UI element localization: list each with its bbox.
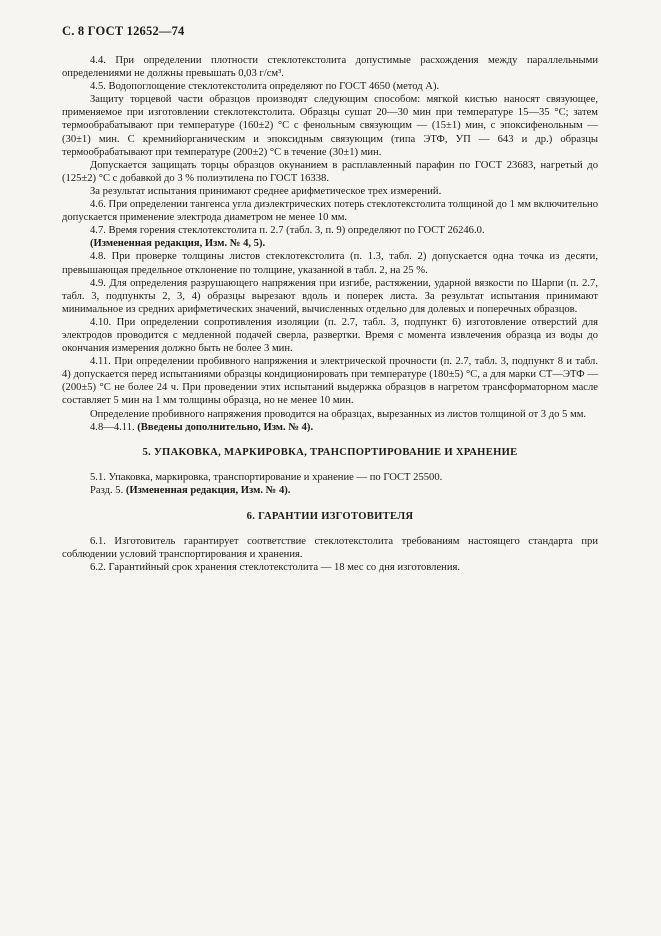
amendment-note-prefix: 4.8—4.11.	[90, 421, 138, 433]
amendment-note-section-5	[62, 484, 598, 497]
amendment-note-text: (Измененная редакция, Изм. № 4).	[125, 484, 291, 496]
paragraph-4-5-result: За результат испытания принимают среднее арифметическое трех измерений.	[90, 185, 442, 197]
paragraph-4-6: 4.6. При определении тангенса угла диэлектрических потерь стеклотекстолита толщиной до 1 мм включительно допускается применение электрода диаметром не менее 10 мм.	[62, 199, 598, 224]
paragraph-6-2: 6.2. Гарантийный срок хранения стеклотекстолита — 18 мес со дня изготовления.	[90, 562, 461, 574]
paragraph-4-10: 4.10. При определении сопротивления изоляции (п. 2.7, табл. 3, подпункт 6) изготовление отверстий для электродов проводится с медленной подачей сверла, развертки. Время с момента извлечения образца из воды до окончания измерения должно быть не более 3 мин.	[62, 316, 598, 355]
page-header: С. 8 ГОСТ 12652—74	[62, 24, 185, 38]
paragraph-4-5: 4.5. Водопоглощение стеклотекстолита определяют по ГОСТ 4650 (метод А).	[90, 81, 440, 93]
amendment-note-4-7: (Измененная редакция, Изм. № 4, 5).	[90, 238, 266, 250]
paragraph-4-4: 4.4. При определении плотности стеклотекстолита допустимые расхождения между параллельными определениями не должны превышать 0,03 г/см³.	[62, 55, 598, 80]
paragraph-4-5-paraffin: Допускается защищать торцы образцов окунанием в расплавленный парафин по ГОСТ 23683, нагретый до (125±2) °С с добавкой до 3 % полиэтилена по ГОСТ 16338.	[62, 159, 598, 184]
paragraph-4-11: 4.11. При определении пробивного напряжения и электрической прочности (п. 2.7, табл. 3, подпункт 8 и табл. 4) допускается перед испытаниями образцы кондиционировать при температуре (180±5) °С, а для марки СТ—ЭТФ — (200±5) °С не более 24 ч. При проведении этих испытаний выдержка образцов в нагретом трансформаторном масле составляет 5 мин на 1 мм толщины образца, но не менее 10 мин.	[62, 356, 598, 407]
paragraph-5-1: 5.1. Упаковка, маркировка, транспортирование и хранение — по ГОСТ 25500.	[90, 471, 443, 483]
document-body	[62, 54, 598, 574]
amendment-note-4-8-4-11	[62, 421, 598, 434]
paragraph-4-11-thickness: Определение пробивного напряжения проводится на образцах, вырезанных из листов толщиной от 3 до 5 мм.	[90, 408, 587, 420]
paragraph-6-1: 6.1. Изготовитель гарантирует соответствие стеклотекстолита требованиям настоящего стандарта при соблюдении условий транспортирования и хранения.	[62, 536, 598, 561]
paragraph-4-7: 4.7. Время горения стеклотекстолита п. 2.7 (табл. 3, п. 9) определяют по ГОСТ 26246.0.	[90, 225, 485, 237]
section-6-title: 6. ГАРАНТИИ ИЗГОТОВИТЕЛЯ	[246, 511, 414, 522]
paragraph-4-9: 4.9. Для определения разрушающего напряжения при изгибе, растяжении, ударной вязкости по Шарпи (п. 2.7, табл. 3, подпункты 2, 3, 4) образцы вырезают вдоль и поперек листа. За результат испытания принимают минимальное из средних арифметических значений, вычисленных отдельно для долевых и поперечных образцов.	[62, 277, 598, 315]
section-5-title: 5. УПАКОВКА, МАРКИРОВКА, ТРАНСПОРТИРОВАНИЕ И ХРАНЕНИЕ	[142, 446, 518, 458]
amendment-note-text: (Введены дополнительно, Изм. № 4).	[137, 421, 314, 433]
paragraph-4-8: 4.8. При проверке толщины листов стеклотекстолита (п. 1.3, табл. 2) допускается одна точка из десяти, превышающая предельное отклонение по толщине, указанной в табл. 2, на 25 %.	[62, 251, 598, 276]
paragraph-4-5-protection: Защиту торцевой части образцов производят следующим способом: мягкой кистью наносят связующее, применяемое при изготовлении стеклотекстолита. Образцы сушат 20—30 мин при температуре 15—35 °С; затем термообрабатывают при температуре (160±2) °С с фенольным связующим — (15±1) мин, с эпоксифенольным — (30±1) мин. С кремнийорганическим и эпоксидным связующим (типа ЭТФ, УП — 643 и др.) образцы термообрабатывают при температуре (200±2) °С в течение (30±1) мин.	[62, 94, 598, 158]
amendment-note-prefix: Разд. 5.	[90, 484, 126, 496]
